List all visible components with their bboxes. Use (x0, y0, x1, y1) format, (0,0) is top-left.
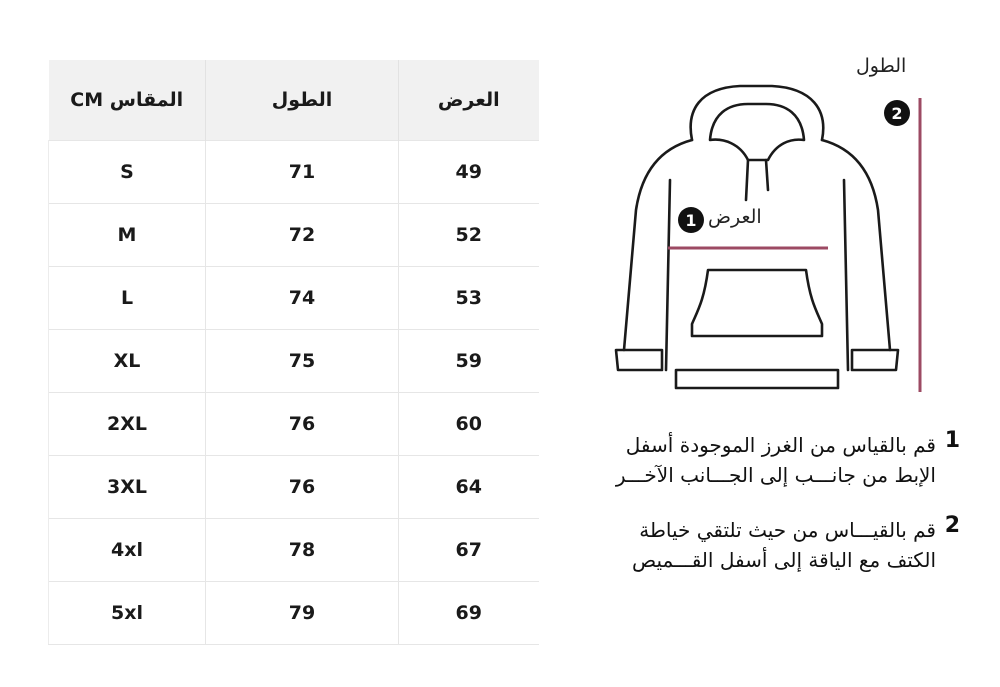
header-size: المقاس CM (49, 60, 206, 141)
table-row (49, 330, 539, 393)
cell-width: 60 (399, 393, 539, 456)
cell-size: XL (49, 330, 206, 393)
table-row (49, 141, 539, 204)
instruction-line: قم بالقيـــاس من حيث تلتقي خياطة (639, 518, 936, 542)
hoodie-diagram (600, 40, 940, 410)
width-label: العرض (708, 206, 762, 228)
body-left (624, 140, 692, 350)
cell-width: 64 (399, 456, 539, 519)
body-right (822, 140, 890, 350)
cell-size: M (49, 204, 206, 267)
cell-length: 72 (206, 204, 399, 267)
instruction-line: قم بالقياس من الغرز الموجودة أسفل (625, 433, 936, 457)
cell-width: 69 (399, 582, 539, 645)
cuff-right (852, 350, 898, 370)
instruction-line: الكتف مع الياقة إلى أسفل القـــميص (632, 548, 936, 572)
cell-length: 74 (206, 267, 399, 330)
instruction-2 (548, 515, 968, 575)
cell-length: 78 (206, 519, 399, 582)
header-width: العرض (399, 60, 539, 141)
cell-width: 59 (399, 330, 539, 393)
cell-length: 76 (206, 393, 399, 456)
instruction-number: 1 (944, 428, 960, 453)
header-length: الطول (206, 60, 399, 141)
body-inner-left (666, 180, 670, 370)
cell-size: L (49, 267, 206, 330)
cell-width: 52 (399, 204, 539, 267)
table-row (49, 456, 539, 519)
table-row (49, 582, 539, 645)
cell-width: 53 (399, 267, 539, 330)
drawstring-left (746, 160, 748, 200)
length-label: الطول (856, 55, 907, 77)
cell-width: 67 (399, 519, 539, 582)
marker-2-icon: 2 (884, 100, 910, 126)
table-row (49, 519, 539, 582)
kangaroo-pocket (692, 270, 822, 336)
table-header-row (49, 60, 539, 141)
cell-length: 79 (206, 582, 399, 645)
drawstring-right (766, 160, 768, 190)
cell-size: 2XL (49, 393, 206, 456)
cell-length: 71 (206, 141, 399, 204)
cell-size: 3XL (49, 456, 206, 519)
table-row (49, 393, 539, 456)
hoodie-illustration (600, 40, 940, 410)
cell-width: 49 (399, 141, 539, 204)
size-table (48, 60, 539, 645)
table-row (49, 204, 539, 267)
hem-band (676, 370, 838, 388)
cell-length: 75 (206, 330, 399, 393)
cuff-left (616, 350, 662, 370)
cell-length: 76 (206, 456, 399, 519)
cell-size: S (49, 141, 206, 204)
instruction-number: 2 (944, 513, 960, 538)
cell-size: 4xl (49, 519, 206, 582)
marker-1-icon: 1 (678, 207, 704, 233)
instruction-1 (548, 430, 968, 490)
instruction-line: الإبط من جانـــب إلى الجـــانب الآخـــر (615, 463, 936, 487)
hood-opening (710, 104, 804, 160)
body-inner-right (844, 180, 848, 370)
table-row (49, 267, 539, 330)
cell-size: 5xl (49, 582, 206, 645)
